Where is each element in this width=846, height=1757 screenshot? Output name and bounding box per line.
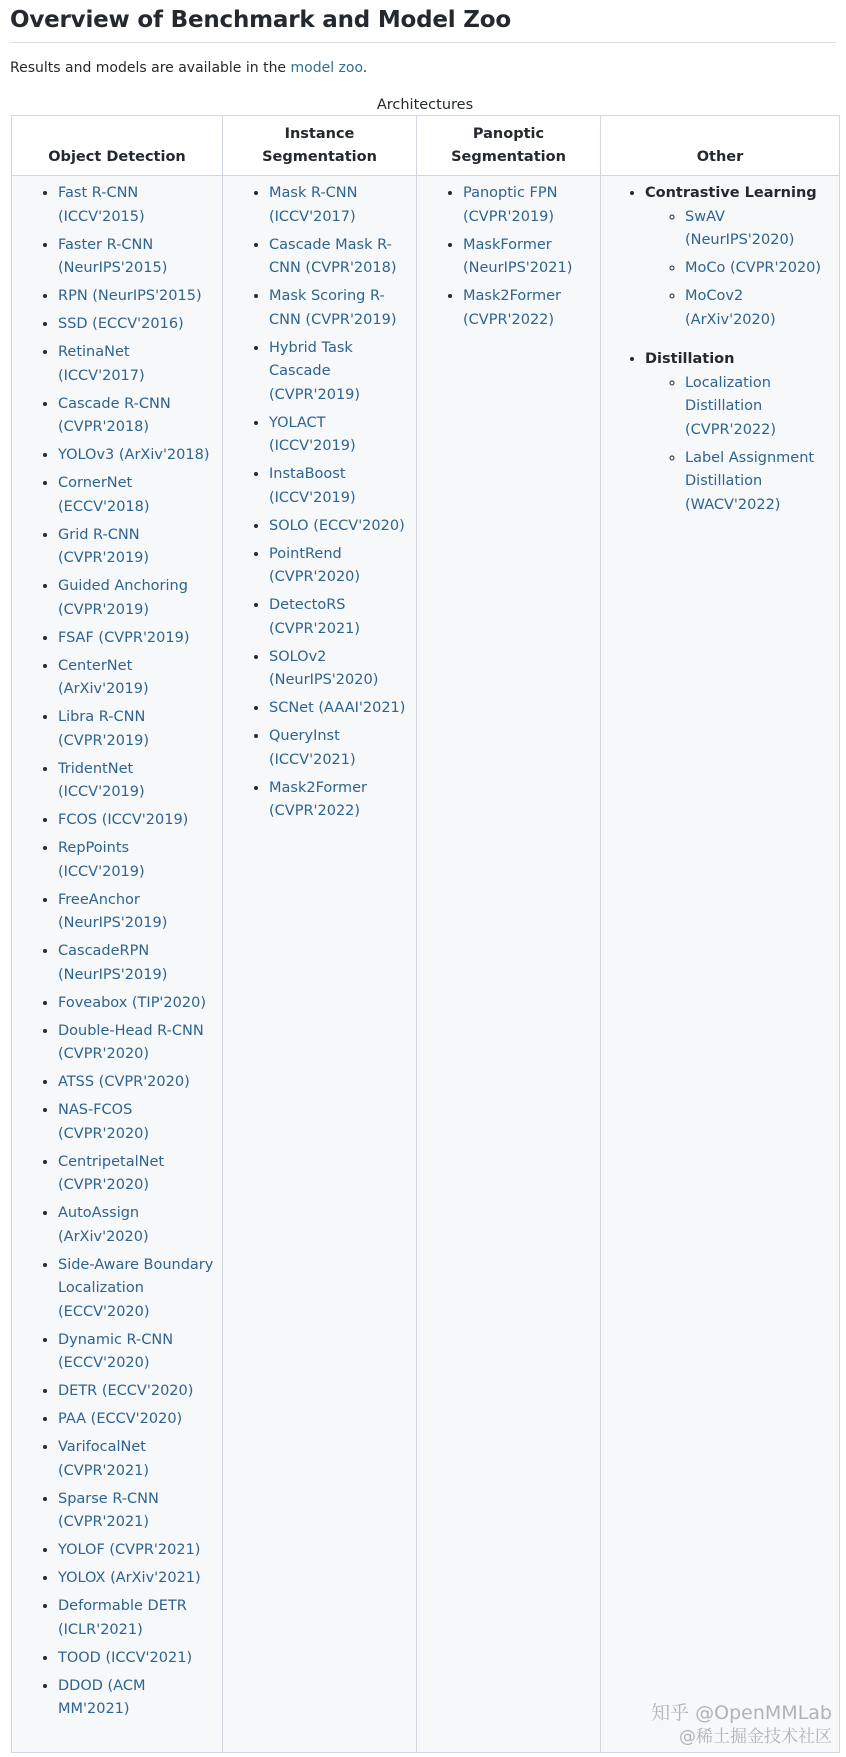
model-link[interactable]: CornerNet (ECCV'2018) bbox=[58, 475, 150, 515]
model-link[interactable]: SCNet (AAAI'2021) bbox=[269, 700, 406, 716]
list-item bbox=[58, 1436, 214, 1483]
list-item bbox=[58, 706, 214, 753]
model-link[interactable]: Faster R-CNN (NeurIPS'2015) bbox=[58, 236, 168, 276]
header-instance-segmentation: Instance Segmentation bbox=[223, 116, 417, 176]
list-item bbox=[58, 1647, 214, 1671]
model-link[interactable]: FCOS (ICCV'2019) bbox=[58, 812, 189, 828]
list-item bbox=[58, 1408, 214, 1432]
header-object-detection: Object Detection bbox=[12, 116, 223, 176]
list-item bbox=[58, 837, 214, 884]
watermark-line2: @稀土掘金技术社区 bbox=[679, 1727, 832, 1747]
model-link[interactable]: Fast R-CNN (ICCV'2015) bbox=[58, 185, 145, 225]
model-link[interactable]: Side-Aware Boundary Localization (ECCV'2020) bbox=[58, 1256, 214, 1320]
model-link[interactable]: MaskFormer (NeurIPS'2021) bbox=[463, 236, 573, 276]
model-link[interactable]: InstaBoost (ICCV'2019) bbox=[269, 466, 356, 506]
list-item bbox=[685, 372, 831, 443]
list-item bbox=[58, 341, 214, 388]
list-item bbox=[269, 646, 408, 693]
model-link[interactable]: Mask R-CNN (ICCV'2017) bbox=[269, 185, 358, 225]
model-link[interactable]: Sparse R-CNN (CVPR'2021) bbox=[58, 1490, 159, 1530]
model-link[interactable]: Cascade Mask R-CNN (CVPR'2018) bbox=[269, 236, 397, 276]
list-item bbox=[269, 412, 408, 459]
model-link[interactable]: QueryInst (ICCV'2021) bbox=[269, 728, 356, 768]
other-group-label: Contrastive Learning bbox=[645, 185, 817, 201]
model-link[interactable]: RetinaNet (ICCV'2017) bbox=[58, 344, 145, 384]
list-item bbox=[269, 463, 408, 510]
model-link[interactable]: Mask2Former (CVPR'2022) bbox=[463, 288, 561, 328]
other-sublist bbox=[645, 206, 831, 333]
model-link[interactable]: YOLOX (ArXiv'2021) bbox=[58, 1570, 201, 1586]
list-item bbox=[58, 1151, 214, 1198]
list-item bbox=[269, 725, 408, 772]
model-zoo-link[interactable]: model zoo bbox=[290, 60, 363, 76]
model-link[interactable]: Deformable DETR (ICLR'2021) bbox=[58, 1598, 187, 1638]
list-item bbox=[58, 1071, 214, 1095]
model-link[interactable]: DETR (ECCV'2020) bbox=[58, 1383, 194, 1399]
object-detection-list bbox=[20, 182, 214, 1722]
model-link[interactable]: Panoptic FPN (CVPR'2019) bbox=[463, 185, 558, 225]
list-item bbox=[58, 1539, 214, 1563]
model-link[interactable]: Grid R-CNN (CVPR'2019) bbox=[58, 526, 150, 566]
header-other: Other bbox=[601, 116, 840, 176]
list-item bbox=[58, 393, 214, 440]
list-item bbox=[58, 992, 214, 1016]
list-item bbox=[58, 758, 214, 805]
list-item bbox=[58, 1567, 214, 1591]
list-item bbox=[58, 1020, 214, 1067]
model-link[interactable]: SSD (ECCV'2016) bbox=[58, 316, 184, 332]
model-link[interactable]: PointRend (CVPR'2020) bbox=[269, 545, 361, 585]
model-link[interactable]: CentripetalNet (CVPR'2020) bbox=[58, 1153, 165, 1193]
list-item bbox=[269, 515, 408, 539]
list-item bbox=[269, 697, 408, 721]
cell-other bbox=[601, 176, 840, 1753]
cell-instance-segmentation bbox=[223, 176, 417, 1753]
model-link[interactable]: FreeAnchor (NeurIPS'2019) bbox=[58, 891, 168, 931]
list-item bbox=[58, 1099, 214, 1146]
model-link[interactable]: MoCo (CVPR'2020) bbox=[685, 260, 822, 276]
model-link[interactable]: ATSS (CVPR'2020) bbox=[58, 1074, 190, 1090]
model-link[interactable]: Guided Anchoring (CVPR'2019) bbox=[58, 578, 188, 618]
intro-prefix: Results and models are available in the bbox=[10, 60, 291, 76]
list-item bbox=[58, 234, 214, 281]
model-link[interactable]: SwAV (NeurIPS'2020) bbox=[685, 208, 795, 248]
table-header-row bbox=[12, 116, 840, 176]
model-link[interactable]: DetectoRS (CVPR'2021) bbox=[269, 597, 361, 637]
list-item bbox=[58, 1675, 214, 1722]
model-link[interactable]: Localization Distillation (CVPR'2022) bbox=[685, 374, 777, 438]
list-item bbox=[58, 940, 214, 987]
list-item bbox=[685, 206, 831, 253]
other-group-label: Distillation bbox=[645, 351, 735, 367]
list-item bbox=[58, 313, 214, 337]
list-item bbox=[58, 1488, 214, 1535]
model-link[interactable]: SOLOv2 (NeurIPS'2020) bbox=[269, 648, 379, 688]
model-link[interactable]: Mask Scoring R-CNN (CVPR'2019) bbox=[269, 288, 397, 328]
cell-object-detection bbox=[12, 176, 223, 1753]
list-item bbox=[58, 809, 214, 833]
model-link[interactable]: Label Assignment Distillation (WACV'2022) bbox=[685, 449, 815, 513]
model-link[interactable]: CascadeRPN (NeurIPS'2019) bbox=[58, 943, 168, 983]
list-item bbox=[269, 182, 408, 229]
list-item bbox=[58, 1329, 214, 1376]
other-group bbox=[645, 348, 831, 517]
model-link[interactable]: RepPoints (ICCV'2019) bbox=[58, 840, 145, 880]
model-link[interactable]: NAS-FCOS (CVPR'2020) bbox=[58, 1102, 150, 1142]
header-panoptic-segmentation: Panoptic Segmentation bbox=[417, 116, 601, 176]
list-item bbox=[463, 285, 592, 332]
model-link[interactable]: YOLACT (ICCV'2019) bbox=[269, 414, 356, 454]
intro-paragraph bbox=[10, 58, 836, 78]
list-item bbox=[685, 285, 831, 332]
list-item bbox=[685, 257, 831, 281]
model-link[interactable]: TOOD (ICCV'2021) bbox=[58, 1649, 193, 1666]
list-item bbox=[269, 543, 408, 590]
model-link[interactable]: Foveabox (TIP'2020) bbox=[58, 994, 206, 1011]
intro-suffix: . bbox=[362, 60, 368, 76]
model-link[interactable]: PAA (ECCV'2020) bbox=[58, 1411, 183, 1427]
list-item bbox=[269, 234, 408, 281]
list-item bbox=[58, 285, 214, 309]
list-item bbox=[58, 1202, 214, 1249]
model-link[interactable]: Hybrid Task Cascade (CVPR'2019) bbox=[269, 339, 361, 403]
list-item bbox=[269, 777, 408, 824]
page-title: Overview of Benchmark and Model Zoo bbox=[10, 0, 836, 43]
list-item bbox=[58, 575, 214, 622]
instance-segmentation-list bbox=[231, 182, 408, 824]
list-item bbox=[58, 182, 214, 229]
watermark-line1: 知乎 @OpenMMLab bbox=[651, 1702, 832, 1724]
other-group bbox=[645, 182, 831, 332]
other-list bbox=[609, 182, 831, 517]
model-link[interactable]: CenterNet (ArXiv'2019) bbox=[58, 657, 149, 697]
list-item bbox=[58, 472, 214, 519]
model-link[interactable]: YOLOv3 (ArXiv'2018) bbox=[58, 447, 210, 463]
list-item bbox=[269, 285, 408, 332]
model-link[interactable]: DDOD (ACM MM'2021) bbox=[58, 1677, 146, 1717]
list-item bbox=[463, 182, 592, 229]
cell-panoptic-segmentation bbox=[417, 176, 601, 1753]
model-link[interactable]: AutoAssign (ArXiv'2020) bbox=[58, 1205, 149, 1245]
model-link[interactable]: Libra R-CNN (CVPR'2019) bbox=[58, 709, 150, 749]
model-link[interactable]: Dynamic R-CNN (ECCV'2020) bbox=[58, 1331, 174, 1371]
model-link[interactable]: Cascade R-CNN (CVPR'2018) bbox=[58, 395, 171, 435]
architectures-table bbox=[11, 115, 840, 1753]
model-link[interactable]: FSAF (CVPR'2019) bbox=[58, 629, 190, 646]
model-link[interactable]: TridentNet (ICCV'2019) bbox=[58, 760, 145, 800]
panoptic-segmentation-list bbox=[425, 182, 592, 332]
model-link[interactable]: VarifocalNet (CVPR'2021) bbox=[58, 1439, 150, 1479]
list-item bbox=[58, 655, 214, 702]
list-item bbox=[58, 444, 214, 468]
list-item bbox=[58, 524, 214, 571]
list-item bbox=[58, 889, 214, 936]
table-caption: Architectures bbox=[376, 97, 474, 113]
list-item bbox=[58, 627, 214, 651]
model-link[interactable]: SOLO (ECCV'2020) bbox=[269, 517, 405, 534]
model-link[interactable]: MoCov2 (ArXiv'2020) bbox=[685, 288, 776, 328]
list-item bbox=[58, 1595, 214, 1642]
model-link[interactable]: Mask2Former (CVPR'2022) bbox=[269, 779, 367, 819]
model-link[interactable]: RPN (NeurIPS'2015) bbox=[58, 288, 202, 304]
list-item bbox=[58, 1380, 214, 1404]
table-body-row bbox=[12, 176, 840, 1753]
list-item bbox=[269, 337, 408, 408]
list-item bbox=[269, 594, 408, 641]
model-link[interactable]: Double-Head R-CNN (CVPR'2020) bbox=[58, 1022, 204, 1062]
model-link[interactable]: YOLOF (CVPR'2021) bbox=[58, 1542, 201, 1558]
list-item bbox=[58, 1254, 214, 1325]
list-item bbox=[685, 447, 831, 518]
list-item bbox=[463, 234, 592, 281]
other-sublist bbox=[645, 372, 831, 518]
